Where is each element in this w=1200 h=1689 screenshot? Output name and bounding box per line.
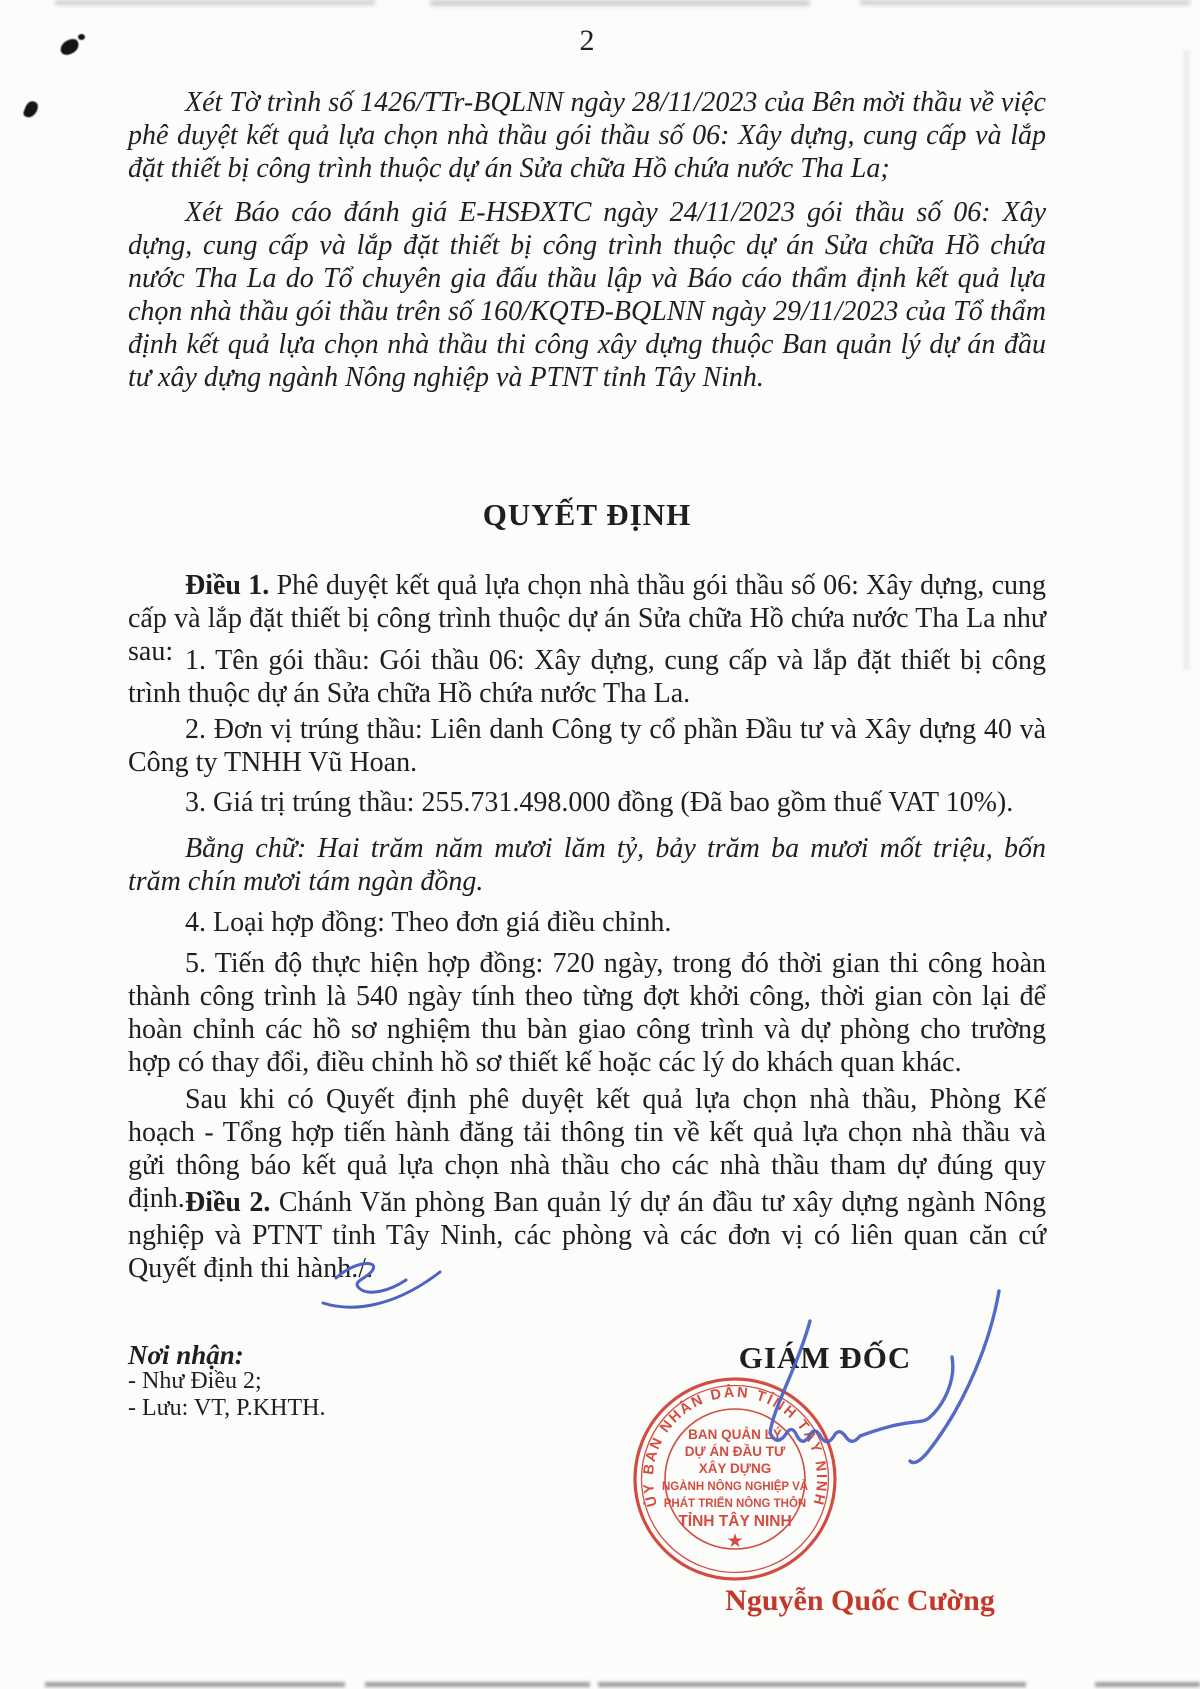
initial-signature-mark (320, 1256, 445, 1311)
article-1-label: Điều 1. (185, 570, 270, 601)
stamp-line: NGÀNH NÔNG NGHIỆP VÀ (661, 1481, 809, 1493)
scan-edge-bottom (1095, 1682, 1200, 1687)
stamp-line: PHÁT TRIỂN NÔNG THÔN (663, 1498, 807, 1510)
recital-paragraph-1: Xét Tờ trình số 1426/TTr-BQLNN ngày 28/11/2023 của Bên mời thầu về việc phê duyệt kết quả lựa chọn nhà thầu gói thầu số 06: Xây dựng, cung cấp và lắp đặt thiết bị công trình thuộc dự án Sửa chữa Hồ chứa nước Tha La; (128, 87, 1046, 184)
decision-heading: QUYẾT ĐỊNH (482, 497, 692, 532)
scan-smudge-top (55, 0, 375, 5)
stamp-line: TỈNH TÂY NINH (678, 1513, 792, 1530)
recipient-line: - Lưu: VT, P.KHTH. (128, 1395, 326, 1421)
stamp-line: DỰ ÁN ĐẦU TƯ (684, 1444, 786, 1459)
article-1-item-3: 3. Giá trị trúng thầu: 255.731.498.000 đồng (Đã bao gồm thuế VAT 10%). (185, 787, 1014, 818)
followup-paragraph: Sau khi có Quyết định phê duyệt kết quả lựa chọn nhà thầu, Phòng Kế hoạch - Tổng hợp tiến hành đăng tải thông tin về kết quả lựa chọn nhà thầu và gửi thông báo kết quả lựa chọn nhà thầu cho các nhà thầu tham dự đúng quy định. (128, 1084, 1046, 1214)
article-2-label: Điều 2. (185, 1187, 271, 1218)
article-1-text: Phê duyệt kết quả lựa chọn nhà thầu gói thầu số 06: Xây dựng, cung cấp và lắp đặt thiết bị công trình thuộc dự án Sửa chữa Hồ chứa nước Tha La như sau: (128, 570, 1047, 667)
recipient-line: - Như Điều 2; (128, 1368, 262, 1394)
article-1-item-1: 1. Tên gói thầu: Gói thầu 06: Xây dựng, cung cấp và lắp đặt thiết bị công trình thuộc dự án Sửa chữa Hồ chứa nước Tha La. (128, 645, 1046, 709)
stamp-line: BAN QUẢN LÝ (688, 1427, 782, 1442)
article-1-item-5: 5. Tiến độ thực hiện hợp đồng: 720 ngày, trong đó thời gian thi công hoàn thành công trình là 540 ngày tính theo từng đợt khởi công, thời gian còn lại để hoàn chỉnh các hồ sơ nghiệm thu bàn giao công trình và dự phòng cho trường hợp có thay đổi, điều chỉnh hồ sơ thiết kế hoặc các lý do khách quan khác. (128, 948, 1046, 1078)
scan-smudge-top (860, 0, 1190, 5)
scan-edge-bottom (365, 1682, 590, 1687)
recital-paragraph-2: Xét Báo cáo đánh giá E-HSĐXTC ngày 24/11/2023 gói thầu số 06: Xây dựng, cung cấp và lắp đặt thiết bị công trình thuộc dự án Sửa chữa Hồ chứa nước Tha La do Tổ chuyên gia đấu thầu lập và Báo cáo thẩm định kết quả lựa chọn nhà thầu gói thầu trên số 160/KQTĐ-BQLNN ngày 29/11/2023 của Tổ thẩm định kết quả lựa chọn nhà thầu thi công xây dựng thuộc Ban quản lý dự án đầu tư xây dựng ngành Nông nghiệp và PTNT tỉnh Tây Ninh. (128, 197, 1046, 393)
scan-smudge-top (430, 0, 810, 6)
article-1-item-2: 2. Đơn vị trúng thầu: Liên danh Công ty cổ phần Đầu tư và Xây dựng 40 và Công ty TNHH Vũ Hoan. (128, 714, 1046, 778)
page-number: 2 (579, 24, 595, 57)
stamp-line: XÂY DỰNG (698, 1461, 772, 1476)
scan-edge-bottom (45, 1682, 345, 1687)
article-2-text: Chánh Văn phòng Ban quản lý dự án đầu tư xây dựng ngành Nông nghiệp và PTNT tỉnh Tây Ninh, các phòng và các đơn vị có liên quan căn cứ Quyết định thi hành./. (128, 1187, 1047, 1284)
signer-title: GIÁM ĐỐC (738, 1340, 912, 1375)
stamp-ring-text: ỦY BAN NHÂN DÂN TỈNH TÂY NINH (640, 1384, 830, 1509)
article-1-item-4: 4. Loại hợp đồng: Theo đơn giá điều chỉnh. (185, 907, 672, 938)
amount-in-words: Bằng chữ: Hai trăm năm mươi lăm tỷ, bảy trăm ba mươi mốt triệu, bốn trăm chín mươi tám ngàn đồng. (128, 833, 1046, 897)
scan-fold-line (1184, 50, 1189, 670)
article-2-paragraph (128, 1186, 1046, 1285)
stamp-star: ★ (726, 1531, 744, 1552)
ink-speck (22, 99, 39, 119)
signer-name: Nguyễn Quốc Cường (725, 1584, 995, 1617)
scan-edge-bottom (598, 1682, 1026, 1687)
recipients-label: Nơi nhận: (128, 1340, 244, 1370)
handwritten-signature (715, 1283, 1015, 1473)
